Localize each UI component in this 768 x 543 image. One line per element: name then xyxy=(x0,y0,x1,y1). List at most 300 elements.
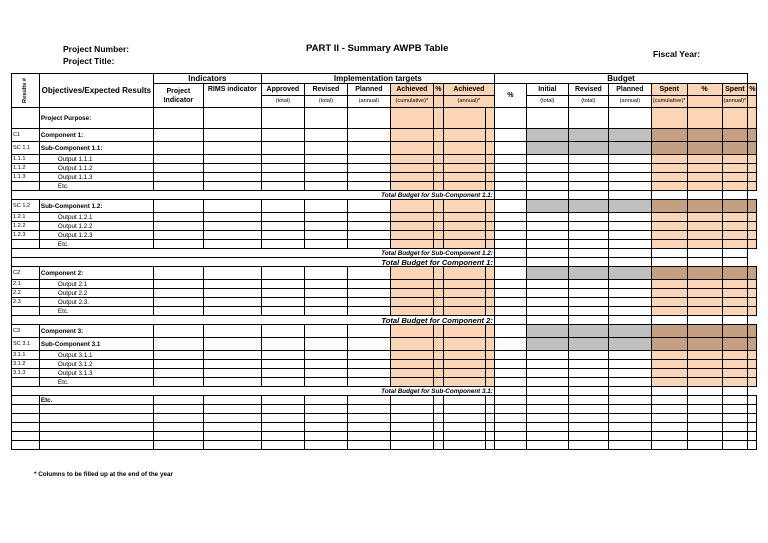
budget-cell[interactable] xyxy=(608,182,651,191)
table-cell[interactable] xyxy=(485,164,494,173)
table-cell[interactable] xyxy=(203,280,261,289)
table-cell[interactable] xyxy=(485,307,494,316)
budget-cell[interactable] xyxy=(608,222,651,231)
table-cell[interactable] xyxy=(485,142,494,155)
budget-cell[interactable] xyxy=(722,325,748,338)
budget-total-cell[interactable] xyxy=(608,191,651,200)
budget-cell[interactable] xyxy=(687,378,722,387)
table-cell[interactable] xyxy=(390,108,433,129)
budget-total-cell[interactable] xyxy=(651,191,687,200)
table-cell[interactable] xyxy=(304,338,347,351)
budget-cell[interactable] xyxy=(748,405,757,414)
budget-cell[interactable] xyxy=(568,414,608,423)
table-cell[interactable] xyxy=(261,129,304,142)
budget-cell[interactable] xyxy=(526,280,568,289)
budget-cell[interactable] xyxy=(608,108,651,129)
table-cell[interactable] xyxy=(433,173,443,182)
budget-cell[interactable] xyxy=(651,298,687,307)
budget-cell[interactable] xyxy=(651,423,687,432)
budget-total-cell[interactable] xyxy=(722,387,748,396)
table-cell[interactable] xyxy=(153,298,203,307)
table-cell[interactable] xyxy=(494,351,526,360)
budget-cell[interactable] xyxy=(687,351,722,360)
budget-cell[interactable] xyxy=(651,432,687,441)
table-cell[interactable] xyxy=(304,432,347,441)
table-cell[interactable] xyxy=(485,405,494,414)
table-cell[interactable] xyxy=(261,231,304,240)
table-cell[interactable] xyxy=(390,378,433,387)
table-cell[interactable] xyxy=(485,396,494,405)
table-cell[interactable] xyxy=(304,142,347,155)
table-cell[interactable] xyxy=(304,213,347,222)
budget-cell[interactable] xyxy=(526,231,568,240)
table-cell[interactable] xyxy=(304,369,347,378)
table-cell[interactable] xyxy=(261,369,304,378)
table-cell[interactable] xyxy=(433,164,443,173)
budget-cell[interactable] xyxy=(687,432,722,441)
table-cell[interactable] xyxy=(261,200,304,213)
budget-cell[interactable] xyxy=(526,338,568,351)
budget-cell[interactable] xyxy=(722,155,748,164)
budget-cell[interactable] xyxy=(568,222,608,231)
budget-cell[interactable] xyxy=(608,280,651,289)
budget-cell[interactable] xyxy=(687,423,722,432)
table-cell[interactable] xyxy=(203,173,261,182)
table-cell[interactable] xyxy=(494,432,526,441)
table-cell[interactable] xyxy=(347,351,390,360)
blank-cell[interactable] xyxy=(39,405,153,414)
table-cell[interactable] xyxy=(261,432,304,441)
table-cell[interactable] xyxy=(433,200,443,213)
budget-cell[interactable] xyxy=(526,155,568,164)
table-cell[interactable] xyxy=(203,155,261,164)
budget-cell[interactable] xyxy=(568,182,608,191)
blank-cell[interactable] xyxy=(39,414,153,423)
table-cell[interactable] xyxy=(347,369,390,378)
table-cell[interactable] xyxy=(261,240,304,249)
table-cell[interactable] xyxy=(494,405,526,414)
table-cell[interactable] xyxy=(433,280,443,289)
table-cell[interactable] xyxy=(347,441,390,450)
table-cell[interactable] xyxy=(485,173,494,182)
table-cell[interactable] xyxy=(347,222,390,231)
budget-cell[interactable] xyxy=(748,441,757,450)
budget-cell[interactable] xyxy=(568,213,608,222)
budget-cell[interactable] xyxy=(748,231,757,240)
budget-cell[interactable] xyxy=(748,213,757,222)
budget-cell[interactable] xyxy=(748,423,757,432)
budget-cell[interactable] xyxy=(722,441,748,450)
budget-cell[interactable] xyxy=(748,378,757,387)
table-cell[interactable] xyxy=(304,414,347,423)
budget-cell[interactable] xyxy=(651,164,687,173)
budget-cell[interactable] xyxy=(526,423,568,432)
budget-cell[interactable] xyxy=(748,240,757,249)
budget-cell[interactable] xyxy=(651,338,687,351)
budget-cell[interactable] xyxy=(748,222,757,231)
table-cell[interactable] xyxy=(347,231,390,240)
budget-total-cell[interactable] xyxy=(687,387,722,396)
table-cell[interactable] xyxy=(390,423,433,432)
budget-cell[interactable] xyxy=(568,231,608,240)
table-cell[interactable] xyxy=(485,129,494,142)
budget-cell[interactable] xyxy=(568,173,608,182)
table-cell[interactable] xyxy=(153,378,203,387)
table-cell[interactable] xyxy=(261,182,304,191)
budget-cell[interactable] xyxy=(651,240,687,249)
table-cell[interactable] xyxy=(443,155,485,164)
table-cell[interactable] xyxy=(443,338,485,351)
budget-cell[interactable] xyxy=(526,351,568,360)
table-cell[interactable] xyxy=(203,231,261,240)
budget-cell[interactable] xyxy=(722,164,748,173)
table-cell[interactable] xyxy=(494,164,526,173)
budget-total-cell[interactable] xyxy=(494,387,526,396)
table-cell[interactable] xyxy=(390,173,433,182)
budget-cell[interactable] xyxy=(687,338,722,351)
table-cell[interactable] xyxy=(433,405,443,414)
budget-cell[interactable] xyxy=(568,108,608,129)
table-cell[interactable] xyxy=(443,267,485,280)
table-cell[interactable] xyxy=(347,155,390,164)
budget-cell[interactable] xyxy=(722,414,748,423)
table-cell[interactable] xyxy=(304,200,347,213)
table-cell[interactable] xyxy=(433,155,443,164)
budget-cell[interactable] xyxy=(722,142,748,155)
budget-cell[interactable] xyxy=(651,129,687,142)
budget-cell[interactable] xyxy=(722,231,748,240)
budget-cell[interactable] xyxy=(568,298,608,307)
table-cell[interactable] xyxy=(494,338,526,351)
budget-cell[interactable] xyxy=(608,432,651,441)
table-cell[interactable] xyxy=(304,405,347,414)
budget-cell[interactable] xyxy=(722,129,748,142)
table-cell[interactable] xyxy=(494,240,526,249)
table-cell[interactable] xyxy=(203,298,261,307)
table-cell[interactable] xyxy=(433,231,443,240)
table-cell[interactable] xyxy=(443,240,485,249)
budget-cell[interactable] xyxy=(687,108,722,129)
budget-cell[interactable] xyxy=(651,200,687,213)
budget-cell[interactable] xyxy=(748,369,757,378)
budget-cell[interactable] xyxy=(568,142,608,155)
table-cell[interactable] xyxy=(443,396,485,405)
table-cell[interactable] xyxy=(443,222,485,231)
budget-cell[interactable] xyxy=(687,173,722,182)
table-cell[interactable] xyxy=(347,325,390,338)
budget-cell[interactable] xyxy=(722,369,748,378)
budget-total-cell[interactable] xyxy=(651,258,687,267)
table-cell[interactable] xyxy=(261,173,304,182)
table-cell[interactable] xyxy=(390,129,433,142)
budget-cell[interactable] xyxy=(722,173,748,182)
table-cell[interactable] xyxy=(347,129,390,142)
budget-cell[interactable] xyxy=(568,351,608,360)
table-cell[interactable] xyxy=(261,441,304,450)
budget-total-cell[interactable] xyxy=(568,249,608,258)
budget-cell[interactable] xyxy=(608,298,651,307)
budget-cell[interactable] xyxy=(748,200,757,213)
table-cell[interactable] xyxy=(347,200,390,213)
table-cell[interactable] xyxy=(390,289,433,298)
budget-cell[interactable] xyxy=(687,142,722,155)
table-cell[interactable] xyxy=(203,441,261,450)
budget-cell[interactable] xyxy=(722,213,748,222)
table-cell[interactable] xyxy=(203,338,261,351)
budget-cell[interactable] xyxy=(748,182,757,191)
budget-total-cell[interactable] xyxy=(687,191,722,200)
budget-total-cell[interactable] xyxy=(608,316,651,325)
table-cell[interactable] xyxy=(347,142,390,155)
budget-cell[interactable] xyxy=(722,351,748,360)
budget-cell[interactable] xyxy=(651,155,687,164)
table-cell[interactable] xyxy=(485,200,494,213)
table-cell[interactable] xyxy=(485,338,494,351)
budget-total-cell[interactable] xyxy=(608,249,651,258)
table-cell[interactable] xyxy=(443,351,485,360)
table-cell[interactable] xyxy=(433,298,443,307)
table-cell[interactable] xyxy=(494,325,526,338)
budget-total-cell[interactable] xyxy=(687,249,722,258)
budget-cell[interactable] xyxy=(526,129,568,142)
table-cell[interactable] xyxy=(433,142,443,155)
table-cell[interactable] xyxy=(443,405,485,414)
budget-cell[interactable] xyxy=(651,405,687,414)
table-cell[interactable] xyxy=(433,213,443,222)
budget-cell[interactable] xyxy=(568,155,608,164)
table-cell[interactable] xyxy=(390,325,433,338)
table-cell[interactable] xyxy=(433,423,443,432)
table-cell[interactable] xyxy=(304,280,347,289)
budget-cell[interactable] xyxy=(608,173,651,182)
table-cell[interactable] xyxy=(203,289,261,298)
table-cell[interactable] xyxy=(304,155,347,164)
table-cell[interactable] xyxy=(347,289,390,298)
budget-cell[interactable] xyxy=(651,289,687,298)
table-cell[interactable] xyxy=(485,280,494,289)
budget-total-cell[interactable] xyxy=(494,316,526,325)
budget-cell[interactable] xyxy=(526,289,568,298)
table-cell[interactable] xyxy=(153,108,203,129)
table-cell[interactable] xyxy=(153,414,203,423)
table-cell[interactable] xyxy=(203,240,261,249)
table-cell[interactable] xyxy=(494,200,526,213)
budget-total-cell[interactable] xyxy=(608,258,651,267)
budget-cell[interactable] xyxy=(608,240,651,249)
table-cell[interactable] xyxy=(304,325,347,338)
table-cell[interactable] xyxy=(390,396,433,405)
table-cell[interactable] xyxy=(485,423,494,432)
table-cell[interactable] xyxy=(390,155,433,164)
blank-cell[interactable] xyxy=(39,441,153,450)
budget-cell[interactable] xyxy=(722,338,748,351)
budget-total-cell[interactable] xyxy=(687,258,722,267)
budget-cell[interactable] xyxy=(526,405,568,414)
budget-cell[interactable] xyxy=(568,369,608,378)
table-cell[interactable] xyxy=(261,164,304,173)
table-cell[interactable] xyxy=(261,213,304,222)
table-cell[interactable] xyxy=(443,298,485,307)
table-cell[interactable] xyxy=(433,129,443,142)
table-cell[interactable] xyxy=(443,173,485,182)
table-cell[interactable] xyxy=(485,378,494,387)
table-cell[interactable] xyxy=(433,307,443,316)
table-cell[interactable] xyxy=(261,142,304,155)
budget-cell[interactable] xyxy=(526,108,568,129)
budget-cell[interactable] xyxy=(526,325,568,338)
table-cell[interactable] xyxy=(347,280,390,289)
table-cell[interactable] xyxy=(153,164,203,173)
table-cell[interactable] xyxy=(433,108,443,129)
table-cell[interactable] xyxy=(304,360,347,369)
table-cell[interactable] xyxy=(304,423,347,432)
budget-cell[interactable] xyxy=(748,164,757,173)
budget-cell[interactable] xyxy=(526,213,568,222)
budget-total-cell[interactable] xyxy=(568,258,608,267)
budget-cell[interactable] xyxy=(687,129,722,142)
table-cell[interactable] xyxy=(304,164,347,173)
budget-cell[interactable] xyxy=(748,338,757,351)
table-cell[interactable] xyxy=(494,129,526,142)
budget-cell[interactable] xyxy=(526,307,568,316)
table-cell[interactable] xyxy=(203,405,261,414)
table-cell[interactable] xyxy=(494,360,526,369)
budget-total-cell[interactable] xyxy=(651,249,687,258)
budget-cell[interactable] xyxy=(651,369,687,378)
table-cell[interactable] xyxy=(304,441,347,450)
table-cell[interactable] xyxy=(443,182,485,191)
budget-cell[interactable] xyxy=(748,432,757,441)
table-cell[interactable] xyxy=(304,108,347,129)
table-cell[interactable] xyxy=(390,298,433,307)
budget-cell[interactable] xyxy=(608,423,651,432)
table-cell[interactable] xyxy=(433,325,443,338)
table-cell[interactable] xyxy=(485,155,494,164)
budget-cell[interactable] xyxy=(608,441,651,450)
table-cell[interactable] xyxy=(485,441,494,450)
table-cell[interactable] xyxy=(494,231,526,240)
table-cell[interactable] xyxy=(347,360,390,369)
table-cell[interactable] xyxy=(304,298,347,307)
budget-total-cell[interactable] xyxy=(722,316,748,325)
budget-cell[interactable] xyxy=(748,360,757,369)
table-cell[interactable] xyxy=(390,213,433,222)
budget-cell[interactable] xyxy=(687,298,722,307)
table-cell[interactable] xyxy=(494,155,526,164)
table-cell[interactable] xyxy=(261,405,304,414)
table-cell[interactable] xyxy=(153,307,203,316)
table-cell[interactable] xyxy=(261,280,304,289)
table-cell[interactable] xyxy=(494,441,526,450)
table-cell[interactable] xyxy=(443,432,485,441)
table-cell[interactable] xyxy=(433,396,443,405)
budget-total-cell[interactable] xyxy=(568,387,608,396)
budget-total-cell[interactable] xyxy=(608,387,651,396)
budget-total-cell[interactable] xyxy=(526,316,568,325)
budget-cell[interactable] xyxy=(748,414,757,423)
budget-cell[interactable] xyxy=(608,142,651,155)
table-cell[interactable] xyxy=(390,231,433,240)
budget-cell[interactable] xyxy=(608,307,651,316)
table-cell[interactable] xyxy=(433,360,443,369)
budget-cell[interactable] xyxy=(608,129,651,142)
budget-cell[interactable] xyxy=(608,396,651,405)
budget-cell[interactable] xyxy=(687,200,722,213)
table-cell[interactable] xyxy=(304,267,347,280)
budget-cell[interactable] xyxy=(651,173,687,182)
table-cell[interactable] xyxy=(153,267,203,280)
budget-cell[interactable] xyxy=(526,432,568,441)
table-cell[interactable] xyxy=(390,414,433,423)
budget-cell[interactable] xyxy=(748,396,757,405)
table-cell[interactable] xyxy=(347,432,390,441)
table-cell[interactable] xyxy=(347,405,390,414)
table-cell[interactable] xyxy=(443,423,485,432)
budget-cell[interactable] xyxy=(526,267,568,280)
table-cell[interactable] xyxy=(443,369,485,378)
budget-cell[interactable] xyxy=(651,142,687,155)
budget-cell[interactable] xyxy=(687,182,722,191)
budget-cell[interactable] xyxy=(526,142,568,155)
table-cell[interactable] xyxy=(347,298,390,307)
table-cell[interactable] xyxy=(433,289,443,298)
table-cell[interactable] xyxy=(390,405,433,414)
table-cell[interactable] xyxy=(347,108,390,129)
table-cell[interactable] xyxy=(494,182,526,191)
budget-cell[interactable] xyxy=(568,441,608,450)
table-cell[interactable] xyxy=(485,240,494,249)
table-cell[interactable] xyxy=(304,222,347,231)
budget-cell[interactable] xyxy=(568,396,608,405)
budget-cell[interactable] xyxy=(651,378,687,387)
budget-cell[interactable] xyxy=(608,213,651,222)
table-cell[interactable] xyxy=(203,378,261,387)
budget-cell[interactable] xyxy=(722,298,748,307)
table-cell[interactable] xyxy=(494,307,526,316)
table-cell[interactable] xyxy=(304,396,347,405)
budget-cell[interactable] xyxy=(722,405,748,414)
table-cell[interactable] xyxy=(390,351,433,360)
table-cell[interactable] xyxy=(485,351,494,360)
table-cell[interactable] xyxy=(347,307,390,316)
table-cell[interactable] xyxy=(485,182,494,191)
budget-cell[interactable] xyxy=(568,405,608,414)
budget-cell[interactable] xyxy=(568,360,608,369)
table-cell[interactable] xyxy=(203,307,261,316)
table-cell[interactable] xyxy=(203,414,261,423)
table-cell[interactable] xyxy=(304,231,347,240)
table-cell[interactable] xyxy=(443,307,485,316)
table-cell[interactable] xyxy=(153,396,203,405)
budget-cell[interactable] xyxy=(526,414,568,423)
table-cell[interactable] xyxy=(261,298,304,307)
table-cell[interactable] xyxy=(433,369,443,378)
budget-cell[interactable] xyxy=(651,280,687,289)
budget-cell[interactable] xyxy=(722,200,748,213)
table-cell[interactable] xyxy=(347,240,390,249)
table-cell[interactable] xyxy=(304,307,347,316)
table-cell[interactable] xyxy=(443,280,485,289)
budget-cell[interactable] xyxy=(722,423,748,432)
table-cell[interactable] xyxy=(433,441,443,450)
budget-total-cell[interactable] xyxy=(526,258,568,267)
budget-total-cell[interactable] xyxy=(722,249,748,258)
budget-cell[interactable] xyxy=(526,164,568,173)
budget-cell[interactable] xyxy=(608,289,651,298)
table-cell[interactable] xyxy=(347,423,390,432)
budget-cell[interactable] xyxy=(748,108,757,129)
table-cell[interactable] xyxy=(153,200,203,213)
